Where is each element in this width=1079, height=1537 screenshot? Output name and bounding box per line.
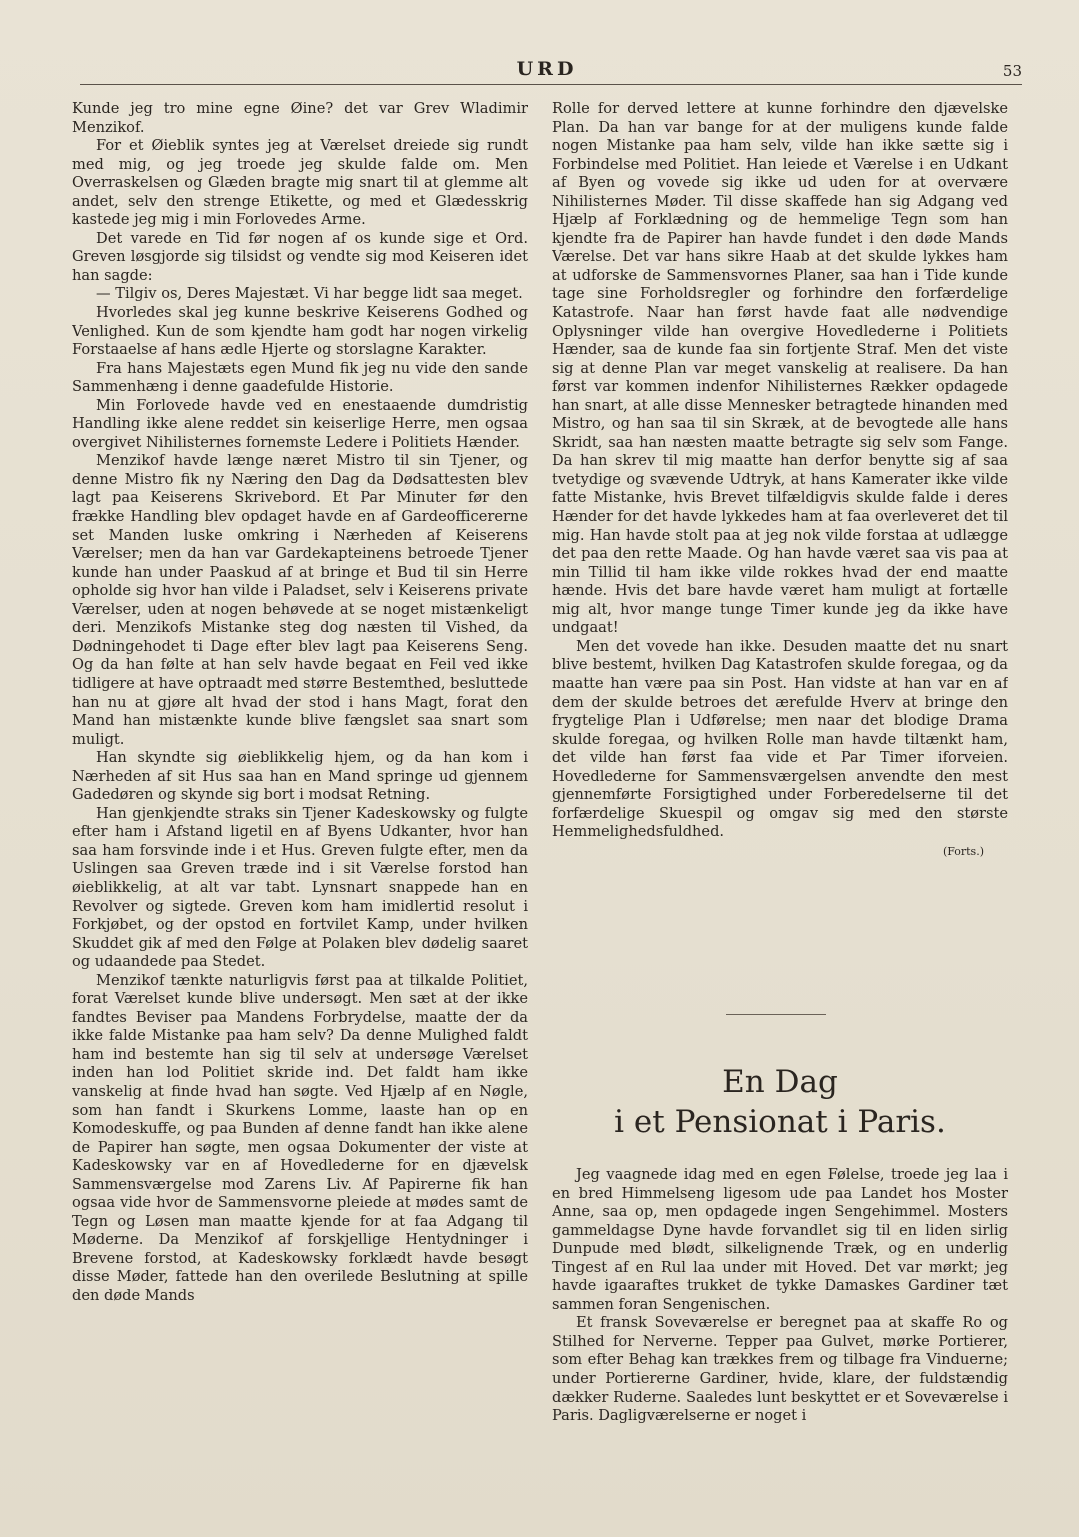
journal-title: URD <box>516 58 578 80</box>
page-header <box>72 56 1022 90</box>
article-title-line-1: En Dag <box>722 1064 838 1100</box>
article-body <box>552 1166 1008 1466</box>
article-title-line-2: i et Pensionat i Paris. <box>614 1104 946 1140</box>
paragraph: Hvorledes skal jeg kunne beskrive Keiserens Godhed og Venlighed. Kun de som kjendte ham godt har nogen virkelig Forstaaelse af hans ædle Hjerte og storslagne Karakter. <box>72 304 528 359</box>
right-column <box>552 100 1008 1060</box>
paragraph: Menzikof tænkte naturligvis først paa at tilkalde Politiet, forat Værelset kunde blive undersøgt. Men sæt at der ikke fandtes Beviser paa Mandens Forbrydelse, maatte der da ikke falde Mistanke paa ham selv? Da denne Mulighed faldt ham ind bestemte han sig til selv at undersøge Værelset inden han lod Politiet skride ind. Det faldt ham ikke vanskelig at finde hvad han søgte. Ved Hjælp af en Nøgle, som han fandt i Skurkens Lomme, laaste han op en Komodeskuffe, og paa Bunden af denne fandt han ikke alene de Papirer han søgte, men ogsaa Dokumenter der viste at Kadeskowsky var en af Hovedlederne for en djævelsk Sammensværgelse mod Zarens Liv. Af Papirerne fik han ogsaa vide hvor de Sammensvorne pleiede at mødes samt de Tegn og Løsen man maatte kjende for at faa Adgang til Møderne. Da Menzikof af forskjellige Hentydninger i Brevene forstod, at Kadeskowsky forklædt havde besøgt disse Møder, fattede han den overilede Beslutning at spille den døde Mands <box>72 971 528 1304</box>
header-rule <box>80 84 1022 85</box>
left-column <box>72 100 528 1445</box>
paragraph: Jeg vaagnede idag med en egen Følelse, troede jeg laa i en bred Himmelseng ligesom ude paa Landet hos Moster Anne, saa op, men opdagede ingen Sengehimmel. Mosters gammeldagse Dyne havde forvandlet sig til en liden sirlig Dunpude med blødt, silkelignende Træk, og en underlig Tingest af en Rul laa under mit Hoved. Det var mørkt; jeg havde igaaraftes trukket de tykke Damaskes Gardiner tæt sammen foran Sengenischen. <box>552 1166 1008 1313</box>
article-title <box>552 1062 1008 1142</box>
paragraph: Fra hans Majestæts egen Mund fik jeg nu vide den sande Sammenhæng i denne gaadefulde Historie. <box>72 359 528 396</box>
paragraph: For et Øieblik syntes jeg at Værelset dreiede sig rundt med mig, og jeg troede jeg skulde falde om. Men Overraskelsen og Glæden bragte mig snart til at glemme alt andet, selv den strenge Etikette, og med et Glædesskrig kastede jeg mig i min Forlovedes Arme. <box>72 137 528 229</box>
paragraph: Han skyndte sig øieblikkelig hjem, og da han kom i Nærheden af sit Hus saa han en Mand springe ud gjennem Gadedøren og skynde sig bort i modsat Retning. <box>72 749 528 804</box>
section-divider <box>726 1014 826 1015</box>
paragraph: Kunde jeg tro mine egne Øine? det var Grev Wladimir Menzikof. <box>72 100 528 136</box>
paragraph: Et fransk Soveværelse er beregnet paa at skaffe Ro og Stilhed for Nerverne. Tepper paa Gulvet, mørke Portierer, som efter Behag kan trækkes frem og tilbage fra Vinduerne; under Portiererne Gardiner, hvide, klare, der fuldstændig dækker Ruderne. Saaledes lunt beskyttet er et Soveværelse i Paris. Dagligværelserne er noget i <box>552 1314 1008 1425</box>
paragraph: Min Forlovede havde ved en enestaaende dumdristig Handling ikke alene reddet sin keiserlige Herre, men ogsaa overgivet Nihilisternes fornemste Ledere i Politiets Hænder. <box>72 396 528 451</box>
paragraph: Men det vovede han ikke. Desuden maatte det nu snart blive bestemt, hvilken Dag Katastrofen skulde foregaa, og da maatte han være paa sin Post. Han vidste at han var en af dem der skulde betroes det ærefulde Hverv at bringe den frygtelige Plan i Udførelse; men naar det blodige Drama skulde foregaa, og hvilken Rolle man havde tiltænkt ham, det vilde han først faa vide et Par Timer iforveien. Hovedlederne for Sammensværgelsen anvendte den mest gjennemførte Forsigtighed under Forberedelserne til det forfærdelige Skuespil og omgav sig med den største Hemmelighedsfuldhed. <box>552 637 1008 841</box>
paragraph: Det varede en Tid før nogen af os kunde sige et Ord. Greven løsgjorde sig tilsidst og vendte sig mod Keiseren idet han sagde: <box>72 229 528 284</box>
page-number: 53 <box>1002 62 1022 80</box>
paragraph: Han gjenkjendte straks sin Tjener Kadeskowsky og fulgte efter ham i Afstand ligetil en af Byens Udkanter, hvor han saa ham forsvinde inde i et Hus. Greven fulgte efter, men da Uslingen saa Greven træde ind i sit Værelse forstod han øieblikkelig, at alt var tabt. Lynsnart snappede han en Revolver og sigtede. Greven kom ham imidlertid resolut i Forkjøbet, og der opstod en fortvilet Kamp, under hvilken Skuddet gik af med den Følge at Polaken blev dødelig saaret og udaandede paa Stedet. <box>72 804 528 971</box>
continued-note: (Forts.) <box>942 844 984 858</box>
paragraph: Menzikof havde længe næret Mistro til sin Tjener, og denne Mistro fik ny Næring den Dag da Dødsattesten blev lagt paa Keiserens Skrivebord. Et Par Minuter før den frække Handling blev opdaget havde en af Gardeofficererne set Manden luske omkring i Nærheden af Keiserens Værelser; men da han var Gardekapteinens betroede Tjener kunde han under Paaskud af at bringe et Bud til sin Herre opholde sig hvor han vilde i Paladset, selv i Keiserens private Værelser, uden at nogen behøvede at se noget mistænkeligt deri. Menzikofs Mistanke steg dog næsten til Vished, da Dødningehodet ti Dage efter blev lagt paa Keiserens Seng. Og da han følte at han selv havde begaat en Feil ved ikke tidligere at have optraadt med større Bestemthed, besluttede han nu at gjøre alt hvad der stod i hans Magt, forat den Mand han mistænkte kunde blive fængslet saa snart som muligt. <box>72 452 528 748</box>
paragraph: Rolle for derved lettere at kunne forhindre den djævelske Plan. Da han var bange for at der muligens kunde falde nogen Mistanke paa ham selv, vilde han ikke sætte sig i Forbindelse med Politiet. Han leiede et Værelse i en Udkant af Byen og vovede sig ikke ud uden for at overvære Nihilisternes Møder. Til disse skaffede han sig Adgang ved Hjælp af Forklædning og de hemmelige Tegn som han kjendte fra de Papirer han havde fundet i den døde Mands Værelse. Det var hans sikre Haab at det skulde lykkes ham at udforske de Sammensvornes Planer, saa han i Tide kunde tage sine Forholdsregler og forhindre den forfærdelige Katastrofe. Naar han først havde faat alle nødvendige Oplysninger vilde han overgive Hovedlederne i Politiets Hænder, saa de kunde faa sin fortjente Straf. Men det viste sig at denne Plan var meget vanskelig at realisere. Da han først var kommen indenfor Nihilisternes Rækker opdagede han snart, at alle disse Mennesker betragtede hinanden med Mistro, og han saa til sin Skræk, at de bevogtede alle hans Skridt, saa han næsten maatte betragte sig selv som Fange. Da han skrev til mig maatte han derfor benytte sig af saa tvetydige og svævende Udtryk, at hans Kamerater ikke vilde fatte Mistanke, hvis Brevet tilfældigvis skulde falde i deres Hænder for det havde lykkedes ham at faa overleveret det til mig. Han havde stolt paa at jeg nok vilde forstaa at udlægge det paa den rette Maade. Og han havde været saa vis paa at min Tillid til ham ikke vilde rokkes hvad der end maatte hænde. Hvis det bare havde været ham muligt at fortælle mig alt, hvor mange tunge Timer kunde jeg da ikke have undgaat! <box>552 100 1008 637</box>
paragraph: — Tilgiv os, Deres Majestæt. Vi har begge lidt saa meget. <box>96 285 523 303</box>
